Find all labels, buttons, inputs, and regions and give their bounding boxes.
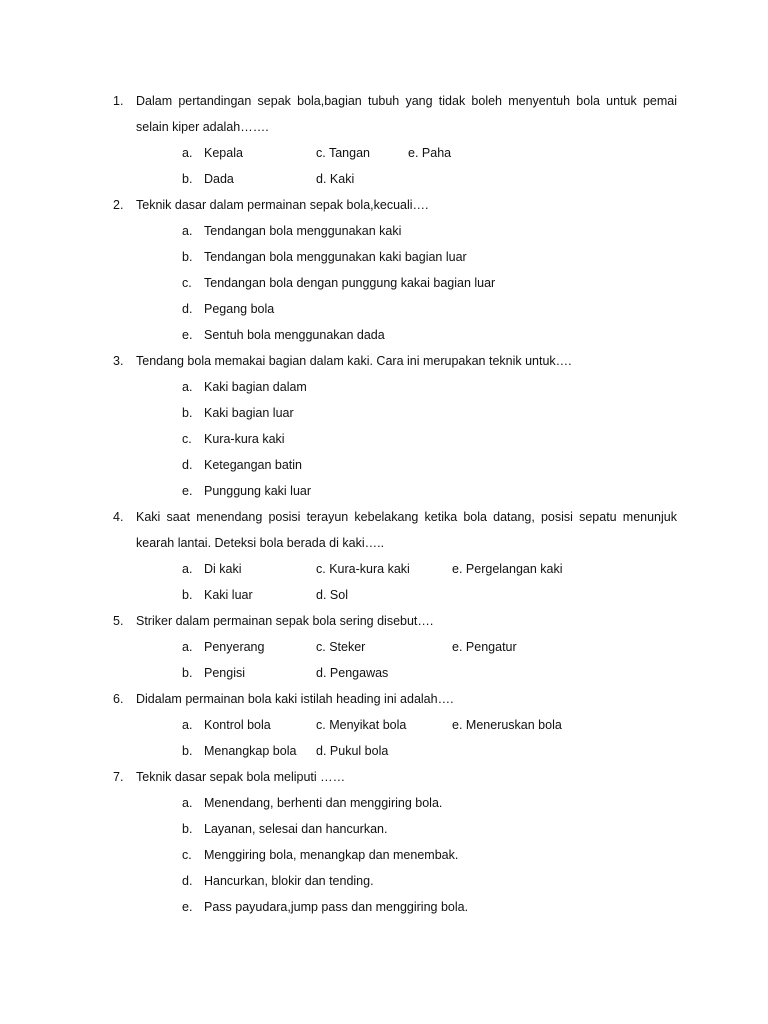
option-letter: b. <box>182 666 193 680</box>
option-row <box>0 296 768 322</box>
option-text: Menggiring bola, menangkap dan menembak. <box>204 848 459 862</box>
option-letter: b. <box>182 172 193 186</box>
question-text: Tendang bola memakai bagian dalam kaki. Cara ini merupakan teknik untuk…. <box>136 354 572 368</box>
question-text: selain kiper adalah……. <box>136 120 269 134</box>
question-1 <box>0 88 768 192</box>
option-text: Kaki <box>329 172 355 186</box>
option-text: Pass payudara,jump pass dan menggiring bola. <box>204 900 469 914</box>
option-text: Ketegangan batin <box>204 458 303 472</box>
option-row <box>0 894 768 920</box>
option-text: Kepala <box>204 146 243 160</box>
option-row <box>0 738 768 764</box>
question-text-line <box>0 608 768 634</box>
option-row <box>0 218 768 244</box>
option-text: Menyikat bola <box>329 718 407 732</box>
option-d <box>316 166 354 192</box>
option-text: Pukul bola <box>329 744 389 758</box>
option-text: Pegang bola <box>204 302 275 316</box>
option-letter: a. <box>182 640 193 654</box>
option-text: Steker <box>329 640 366 654</box>
option-letter: c. <box>182 848 192 862</box>
option-c <box>316 140 370 166</box>
question-3 <box>0 348 768 504</box>
option-letter: d. <box>316 744 327 758</box>
option-row <box>0 322 768 348</box>
option-row <box>0 478 768 504</box>
option-letter: b. <box>182 588 193 602</box>
option-letter: c. <box>316 562 326 576</box>
option-letter: e. <box>408 146 419 160</box>
option-text: Tangan <box>328 146 370 160</box>
option-text: Pengawas <box>329 666 389 680</box>
question-text: Dalam pertandingan sepak bola,bagian tubuh yang tidak boleh menyentuh bola untuk pemai <box>136 94 677 108</box>
option-row <box>0 556 768 582</box>
option-letter: b. <box>182 744 193 758</box>
option-c <box>316 634 365 660</box>
option-row <box>0 426 768 452</box>
option-row <box>0 712 768 738</box>
question-text: Striker dalam permainan sepak bola sering disebut…. <box>136 614 434 628</box>
option-d <box>316 738 388 764</box>
option-row <box>0 374 768 400</box>
option-letter: a. <box>182 562 193 576</box>
option-letter: e. <box>182 484 193 498</box>
option-text: Paha <box>421 146 452 160</box>
question-text: Didalam permainan bola kaki istilah heading ini adalah…. <box>136 692 454 706</box>
option-text: Menendang, berhenti dan menggiring bola. <box>204 796 443 810</box>
option-row <box>0 270 768 296</box>
option-e <box>408 140 451 166</box>
question-number: 6. <box>113 692 124 706</box>
question-number: 1. <box>113 94 124 108</box>
option-c <box>316 712 406 738</box>
option-letter: d. <box>316 172 327 186</box>
option-d <box>316 660 388 686</box>
option-e <box>452 634 517 660</box>
option-letter: d. <box>316 666 327 680</box>
question-number: 4. <box>113 510 124 524</box>
option-text: Di kaki <box>204 562 242 576</box>
option-row <box>0 140 768 166</box>
option-row <box>0 660 768 686</box>
question-text-line <box>0 114 768 140</box>
option-letter: d. <box>182 874 193 888</box>
question-4 <box>0 504 768 608</box>
option-text: Tendangan bola dengan punggung kakai bagian luar <box>204 276 496 290</box>
option-row <box>0 790 768 816</box>
option-letter: b. <box>182 250 193 264</box>
option-row <box>0 400 768 426</box>
option-letter: c. <box>182 276 192 290</box>
option-text: Meneruskan bola <box>465 718 562 732</box>
option-text: Punggung kaki luar <box>204 484 312 498</box>
question-text-line <box>0 348 768 374</box>
option-text: Layanan, selesai dan hancurkan. <box>204 822 388 836</box>
option-letter: e. <box>452 640 463 654</box>
question-2 <box>0 192 768 348</box>
option-letter: a. <box>182 224 193 238</box>
question-text-line <box>0 686 768 712</box>
option-letter: b. <box>182 822 193 836</box>
question-text-line <box>0 530 768 556</box>
question-number: 5. <box>113 614 124 628</box>
option-letter: a. <box>182 718 193 732</box>
option-letter: c. <box>182 432 192 446</box>
question-text: Teknik dasar sepak bola meliputi …… <box>136 770 346 784</box>
option-letter: e. <box>182 328 193 342</box>
option-text: Dada <box>204 172 234 186</box>
option-row <box>0 842 768 868</box>
option-letter: c. <box>316 718 326 732</box>
option-text: Kura-kura kaki <box>329 562 410 576</box>
option-row <box>0 634 768 660</box>
option-letter: a. <box>182 796 193 810</box>
option-letter: d. <box>316 588 327 602</box>
option-row <box>0 816 768 842</box>
option-text: Kaki bagian luar <box>204 406 294 420</box>
option-letter: e. <box>452 562 463 576</box>
option-text: Pergelangan kaki <box>465 562 563 576</box>
option-row <box>0 582 768 608</box>
question-text-line <box>0 764 768 790</box>
option-letter: a. <box>182 146 193 160</box>
option-e <box>452 556 563 582</box>
option-text: Pengatur <box>465 640 517 654</box>
option-text: Penyerang <box>204 640 265 654</box>
option-text: Sol <box>329 588 348 602</box>
option-text: Kaki bagian dalam <box>204 380 307 394</box>
option-text: Kura-kura kaki <box>204 432 285 446</box>
option-text: Kaki luar <box>204 588 253 602</box>
question-text-line <box>0 88 768 114</box>
question-text: Teknik dasar dalam permainan sepak bola,kecuali…. <box>136 198 429 212</box>
option-text: Sentuh bola menggunakan dada <box>204 328 385 342</box>
question-text-line <box>0 192 768 218</box>
option-letter: e. <box>182 900 193 914</box>
question-text-line <box>0 504 768 530</box>
option-row <box>0 166 768 192</box>
question-text: kearah lantai. Deteksi bola berada di kaki….. <box>136 536 385 550</box>
question-text: Kaki saat menendang posisi terayun kebelakang ketika bola datang, posisi sepatu menunjuk <box>136 510 677 524</box>
option-row <box>0 452 768 478</box>
option-text: Pengisi <box>204 666 245 680</box>
question-number: 3. <box>113 354 124 368</box>
option-text: Tendangan bola menggunakan kaki bagian luar <box>204 250 467 264</box>
option-text: Tendangan bola menggunakan kaki <box>204 224 402 238</box>
question-7 <box>0 764 768 920</box>
question-5 <box>0 608 768 686</box>
option-letter: d. <box>182 302 193 316</box>
option-text: Kontrol bola <box>204 718 271 732</box>
option-letter: c. <box>316 640 326 654</box>
question-list <box>0 88 768 920</box>
option-letter: e. <box>452 718 463 732</box>
option-text: Hancurkan, blokir dan tending. <box>204 874 374 888</box>
option-d <box>316 582 348 608</box>
question-6 <box>0 686 768 764</box>
option-letter: b. <box>182 406 193 420</box>
option-c <box>316 556 410 582</box>
option-letter: c. <box>316 146 326 160</box>
question-number: 2. <box>113 198 124 212</box>
option-letter: a. <box>182 380 193 394</box>
question-number: 7. <box>113 770 124 784</box>
option-row <box>0 244 768 270</box>
option-e <box>452 712 562 738</box>
option-row <box>0 868 768 894</box>
option-text: Menangkap bola <box>204 744 297 758</box>
option-letter: d. <box>182 458 193 472</box>
